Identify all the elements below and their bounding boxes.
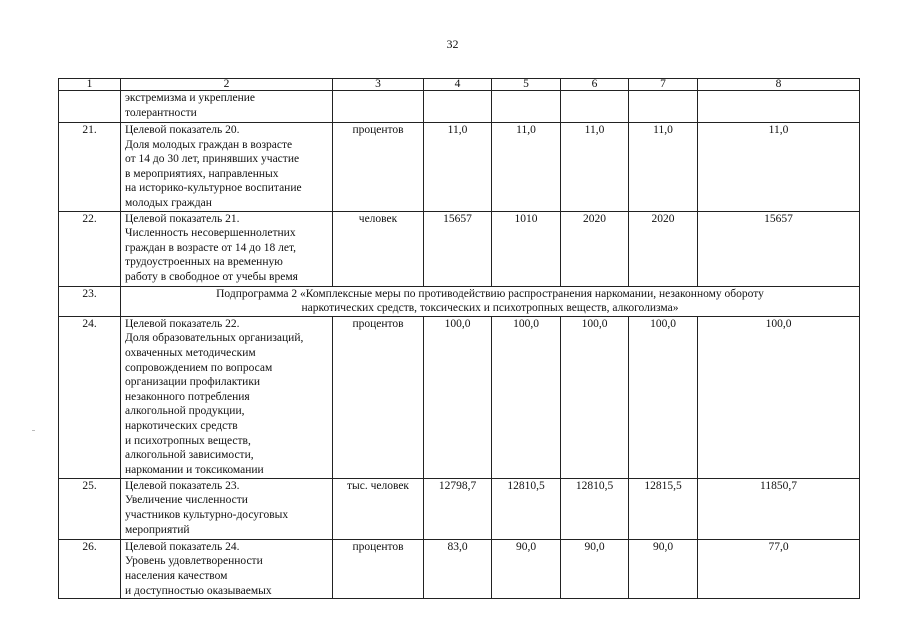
value-col4: 83,0 [424,539,492,598]
value-col7 [629,91,698,123]
subprogram-row [59,286,860,316]
value-col6: 100,0 [561,316,629,478]
value-col8: 11850,7 [698,478,860,539]
value-col5: 11,0 [492,123,561,212]
value-col4: 12798,7 [424,478,492,539]
indicator-name [121,316,333,478]
value-col8 [698,91,860,123]
indicator-name [121,123,333,212]
indicator-name [121,211,333,286]
value-col6: 90,0 [561,539,629,598]
value-col8: 100,0 [698,316,860,478]
unit-cell: человек [333,211,424,286]
value-col7: 90,0 [629,539,698,598]
indicator-name-line: и доступностью оказываемых [125,584,272,597]
indicator-name-line: организации профилактики [125,376,261,389]
table-row [59,91,860,123]
indicator-name-line: сопровождением по вопросам [125,361,273,374]
indicator-name-line: Увеличение численности [125,494,248,507]
header-row [59,79,860,91]
indicator-name [121,539,333,598]
unit-cell [333,91,424,123]
indicator-name [121,478,333,539]
unit-cell: процентов [333,316,424,478]
indicator-name-line: толерантности [125,106,197,119]
value-col5: 90,0 [492,539,561,598]
indicator-name-line: мероприятий [125,523,190,536]
unit-cell: тыс. человек [333,478,424,539]
indicator-name-line: Целевой показатель 24. [125,540,240,553]
indicator-name-line: на историко-культурное воспитание [125,182,302,195]
value-col7: 12815,5 [629,478,698,539]
row-number: 24. [59,316,121,478]
value-col8: 11,0 [698,123,860,212]
header-cell: 1 [59,79,121,91]
indicator-name-line: в мероприятиях, направленных [125,167,279,180]
indicator-name-line: Целевой показатель 23. [125,479,240,492]
table-row [59,123,860,212]
indicator-name-line: трудоустроенных на временную [125,256,283,269]
indicator-name-line: и психотропных веществ, [125,434,251,447]
indicator-name-line: наркотических средств [125,419,238,432]
value-col7: 100,0 [629,316,698,478]
table-row [59,316,860,478]
indicator-name-line: Целевой показатель 21. [125,212,240,225]
header-cell: 3 [333,79,424,91]
header-cell: 4 [424,79,492,91]
indicator-name-line: от 14 до 30 лет, принявших участие [125,153,300,166]
indicator-name-line: Доля образовательных организаций, [125,332,304,345]
header-cell: 7 [629,79,698,91]
indicator-name-line: наркомании и токсикомании [125,463,264,476]
subprogram-title-line: Подпрограмма 2 «Комплексные меры по противодействию распространения наркомании, незаконному обороту [216,287,764,300]
indicator-name-line: Численность несовершеннолетних [125,227,296,240]
indicator-name-line: незаконного потребления [125,390,250,403]
indicator-name-line: экстремизма и укрепление [125,92,255,104]
header-cell: 5 [492,79,561,91]
value-col5: 12810,5 [492,478,561,539]
value-col4: 100,0 [424,316,492,478]
value-col6: 11,0 [561,123,629,212]
indicator-name-line: Целевой показатель 22. [125,317,240,330]
value-col4: 15657 [424,211,492,286]
indicator-name-line: Уровень удовлетворенности [125,555,263,568]
subprogram-title [121,286,860,316]
table-row [59,539,860,598]
unit-cell: процентов [333,539,424,598]
unit-cell: процентов [333,123,424,212]
header-cell: 6 [561,79,629,91]
indicator-name [121,91,333,123]
value-col8: 77,0 [698,539,860,598]
table-row [59,478,860,539]
page-number: 32 [446,37,459,51]
table-body [59,79,860,599]
indicator-name-line: Доля молодых граждан в возрасте [125,138,293,151]
indicator-name-line: молодых граждан [125,196,212,209]
indicator-name-line: граждан в возрасте от 14 до 18 лет, [125,241,297,254]
indicator-name-line: охваченных методическим [125,346,256,359]
value-col8: 15657 [698,211,860,286]
value-col7: 2020 [629,211,698,286]
row-number: 25. [59,478,121,539]
indicator-name-line: населения качеством [125,569,228,582]
header-cell: 8 [698,79,860,91]
header-cell: 2 [121,79,333,91]
row-number: 26. [59,539,121,598]
table-row [59,211,860,286]
indicator-name-line: участников культурно-досуговых [125,508,289,521]
indicator-name-line: алкогольной зависимости, [125,449,254,462]
value-col6 [561,91,629,123]
row-number: 21. [59,123,121,212]
value-col5: 1010 [492,211,561,286]
value-col5: 100,0 [492,316,561,478]
value-col6: 12810,5 [561,478,629,539]
indicator-name-line: Целевой показатель 20. [125,124,240,136]
row-number: 23. [59,286,121,316]
value-col5 [492,91,561,123]
value-col4: 11,0 [424,123,492,212]
value-col7: 11,0 [629,123,698,212]
value-col6: 2020 [561,211,629,286]
indicator-name-line: работу в свободное от учебы время [125,270,298,283]
indicator-name-line: алкогольной продукции, [125,405,245,418]
subprogram-title-line: наркотических средств, токсических и психотропных веществ, алкоголизма» [301,302,679,315]
row-number [59,91,121,123]
indicators-table [58,78,860,599]
value-col4 [424,91,492,123]
margin-mark [32,430,35,431]
row-number: 22. [59,211,121,286]
